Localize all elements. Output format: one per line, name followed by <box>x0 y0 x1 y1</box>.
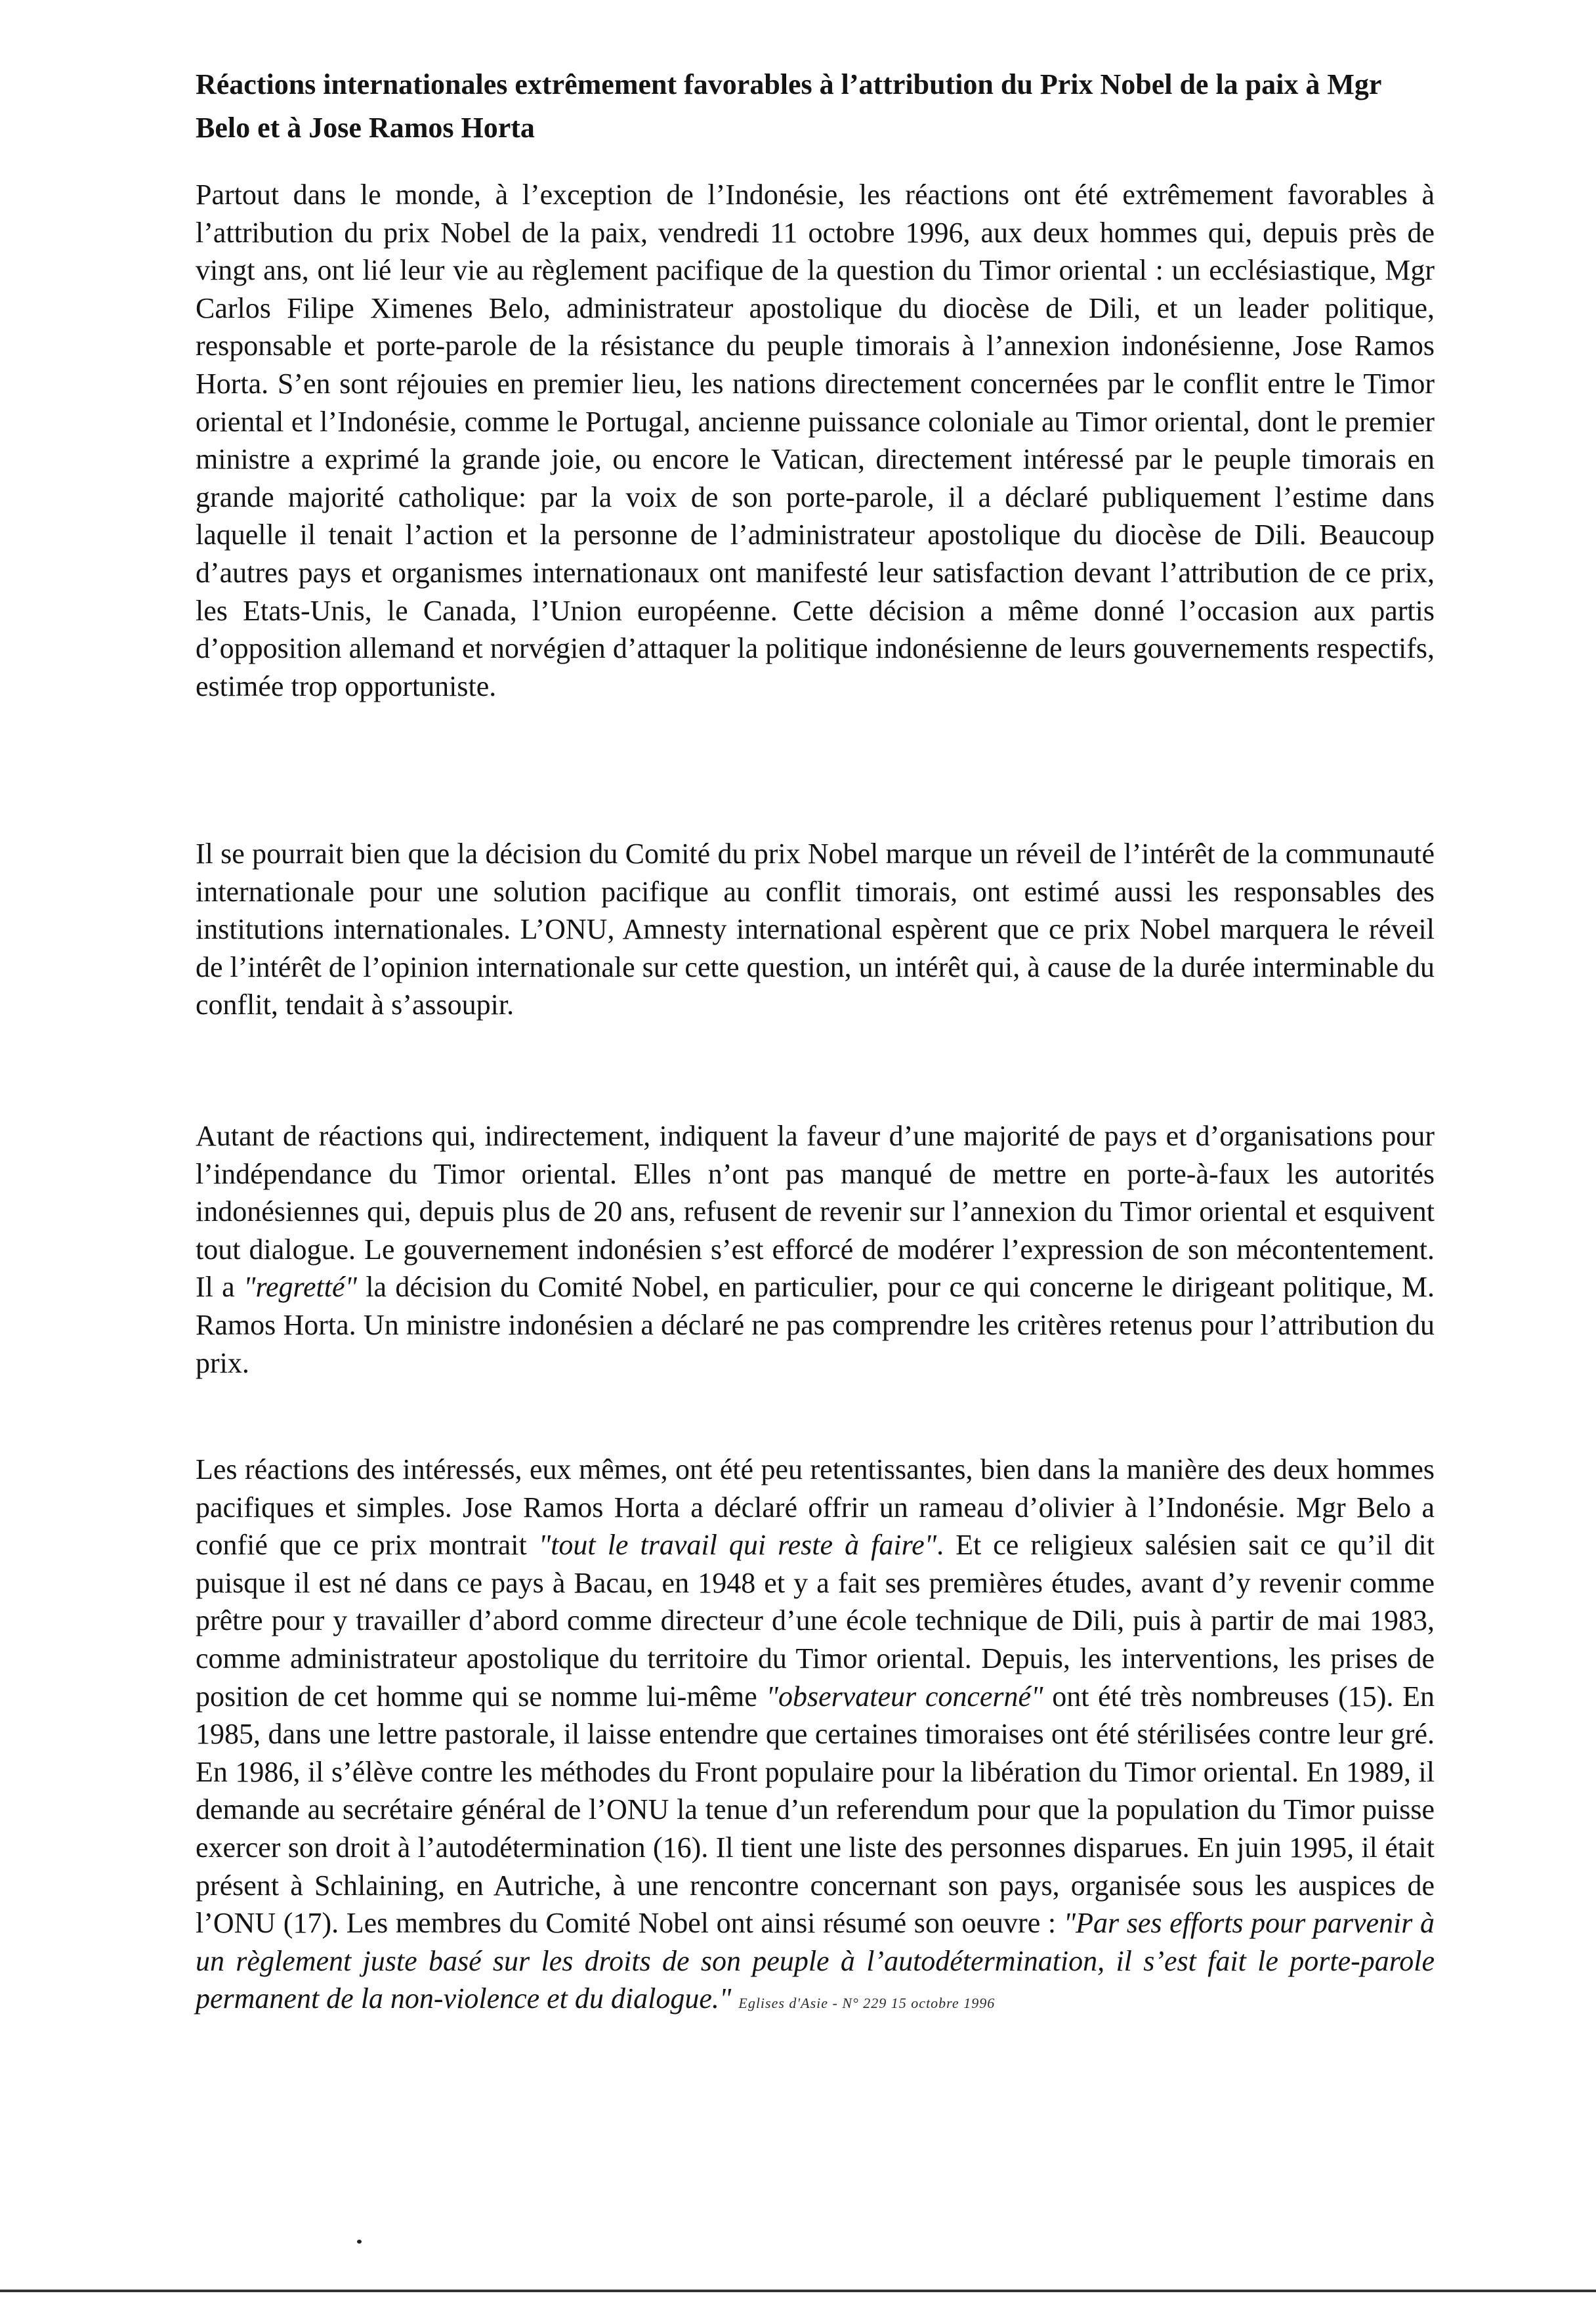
paragraph-3-text-b: la décision du Comité Nobel, en particulier, pour ce qui concerne le dirigeant politique, M. Ramos Horta. Un ministre indonésien a déclaré ne pas comprendre les critères retenus pour l’attribution du prix. <box>196 1271 1435 1379</box>
paragraph-4 <box>196 1451 1435 2022</box>
paragraph-3 <box>196 1117 1435 1382</box>
source-note: Eglises d'Asie - N° 229 15 octobre 1996 <box>738 1995 996 2012</box>
article-title: Réactions internationales extrêmement favorables à l’attribution du Prix Nobel de la paix à Mgr Belo et à Jose Ramos Horta <box>196 68 1381 144</box>
paragraph-2: Il se pourrait bien que la décision du Comité du prix Nobel marque un réveil de l’intérêt de la communauté internationale pour une solution pacifique au conflit timorais, ont estimé aussi les responsables des institutions internationales. L’ONU, Amnesty international espèrent que ce prix Nobel marquera le réveil de l’intérêt de l’opinion internationale sur cette question, un intérêt qui, à cause de la durée interminable du conflit, tendait à s’assoupir. <box>196 838 1435 1021</box>
paragraph-4-text-a: Les réactions des intéressés, eux mêmes, ont été peu retentissantes, bien dans la manière des deux hommes pacifiques et simples. Jose Ramos Horta a déclaré offrir un rameau d’olivier à l’Indonésie. Mgr Belo a confié que ce prix montrait <box>196 1453 1435 1562</box>
bottom-edge-line <box>0 2290 1596 2292</box>
paragraph-1: Partout dans le monde, à l’exception de l’Indonésie, les réactions ont été extrêmement favorables à l’attribution du prix Nobel de la paix, vendredi 11 octobre 1996, aux deux hommes qui, depuis près de vingt ans, ont lié leur vie au règlement pacifique de la question du Timor oriental : un ecclésiastique, Mgr Carlos Filipe Ximenes Belo, administrateur apostolique du diocèse de Dili, et un leader politique, responsable et porte-parole de la résistance du peuple timorais à l’annexion indonésienne, Jose Ramos Horta. S’en sont réjouies en premier lieu, les nations directement concernées par le conflit entre le Timor oriental et l’Indonésie, comme le Portugal, ancienne puissance coloniale au Timor oriental, dont le premier ministre a exprimé la grande joie, ou encore le Vatican, directement intéressé par le peuple timorais en grande majorité catholique: par la voix de son porte-parole, il a déclaré publiquement l’estime dans laquelle il tenait l’action et la personne de l’administrateur apostolique du diocèse de Dili. Beaucoup d’autres pays et organismes internationaux ont manifesté leur satisfaction devant l’attribution de ce prix, les Etats-Unis, le Canada, l’Union européenne. Cette décision a même donné l’occasion aux partis d’opposition allemand et norvégien d’attaquer la politique indonésienne de leurs gouvernements respectifs, estimée trop opportuniste. <box>196 179 1435 702</box>
quote-travail: "tout le travail qui reste à faire" <box>538 1529 937 1562</box>
quote-comite-nobel: "Par ses efforts pour parvenir à un règlement juste basé sur les droits de son peuple à l’autodétermination, il s’est fait le porte-parole permanent de la non-violence et du dialogue." <box>196 1907 1435 2015</box>
quote-regrette: "regretté" <box>243 1271 358 1304</box>
paragraph-4-text-c: ont été très nombreuses (15). En 1985, dans une lettre pastorale, il laisse entendre que certaines timoraises ont été stérilisées contre leur gré. En 1986, il s’élève contre les méthodes du Front populaire pour la libération du Timor oriental. En 1989, il demande au secrétaire général de l’ONU la tenue d’un referendum pour que la population du Timor puisse exercer son droit à l’autodétermination (16). Il tient une liste des personnes disparues. En juin 1995, il était présent à Schlaining, en Autriche, à une rencontre concernant son pays, organisée sous les auspices de l’ONU (17). Les membres du Comité Nobel ont ainsi résumé son oeuvre : <box>196 1680 1435 1940</box>
scan-speck <box>357 2240 362 2244</box>
quote-observateur: "observateur concerné" <box>766 1680 1043 1713</box>
paragraph-3-text-a: Autant de réactions qui, indirectement, indiquent la faveur d’une majorité de pays et d’organisations pour l’indépendance du Timor oriental. Elles n’ont pas manqué de mettre en porte-à-faux les autorités indonésiennes qui, depuis plus de 20 ans, refusent de revenir sur l’annexion du Timor oriental et esquivent tout dialogue. Le gouvernement indonésien s’est efforcé de modérer l’expression de son mécontentement. Il a <box>196 1120 1435 1304</box>
paragraph-4-text-b: . Et ce religieux salésien sait ce qu’il dit puisque il est né dans ce pays à Bacau, en 1948 et y a fait ses premières études, avant d’y revenir comme prêtre pour y travailler d’abord comme directeur d’une école technique de Dili, puis à partir de mai 1983, comme administrateur apostolique du territoire du Timor oriental. Depuis, les interventions, les prises de position de cet homme qui se nomme lui-même <box>196 1529 1435 1713</box>
